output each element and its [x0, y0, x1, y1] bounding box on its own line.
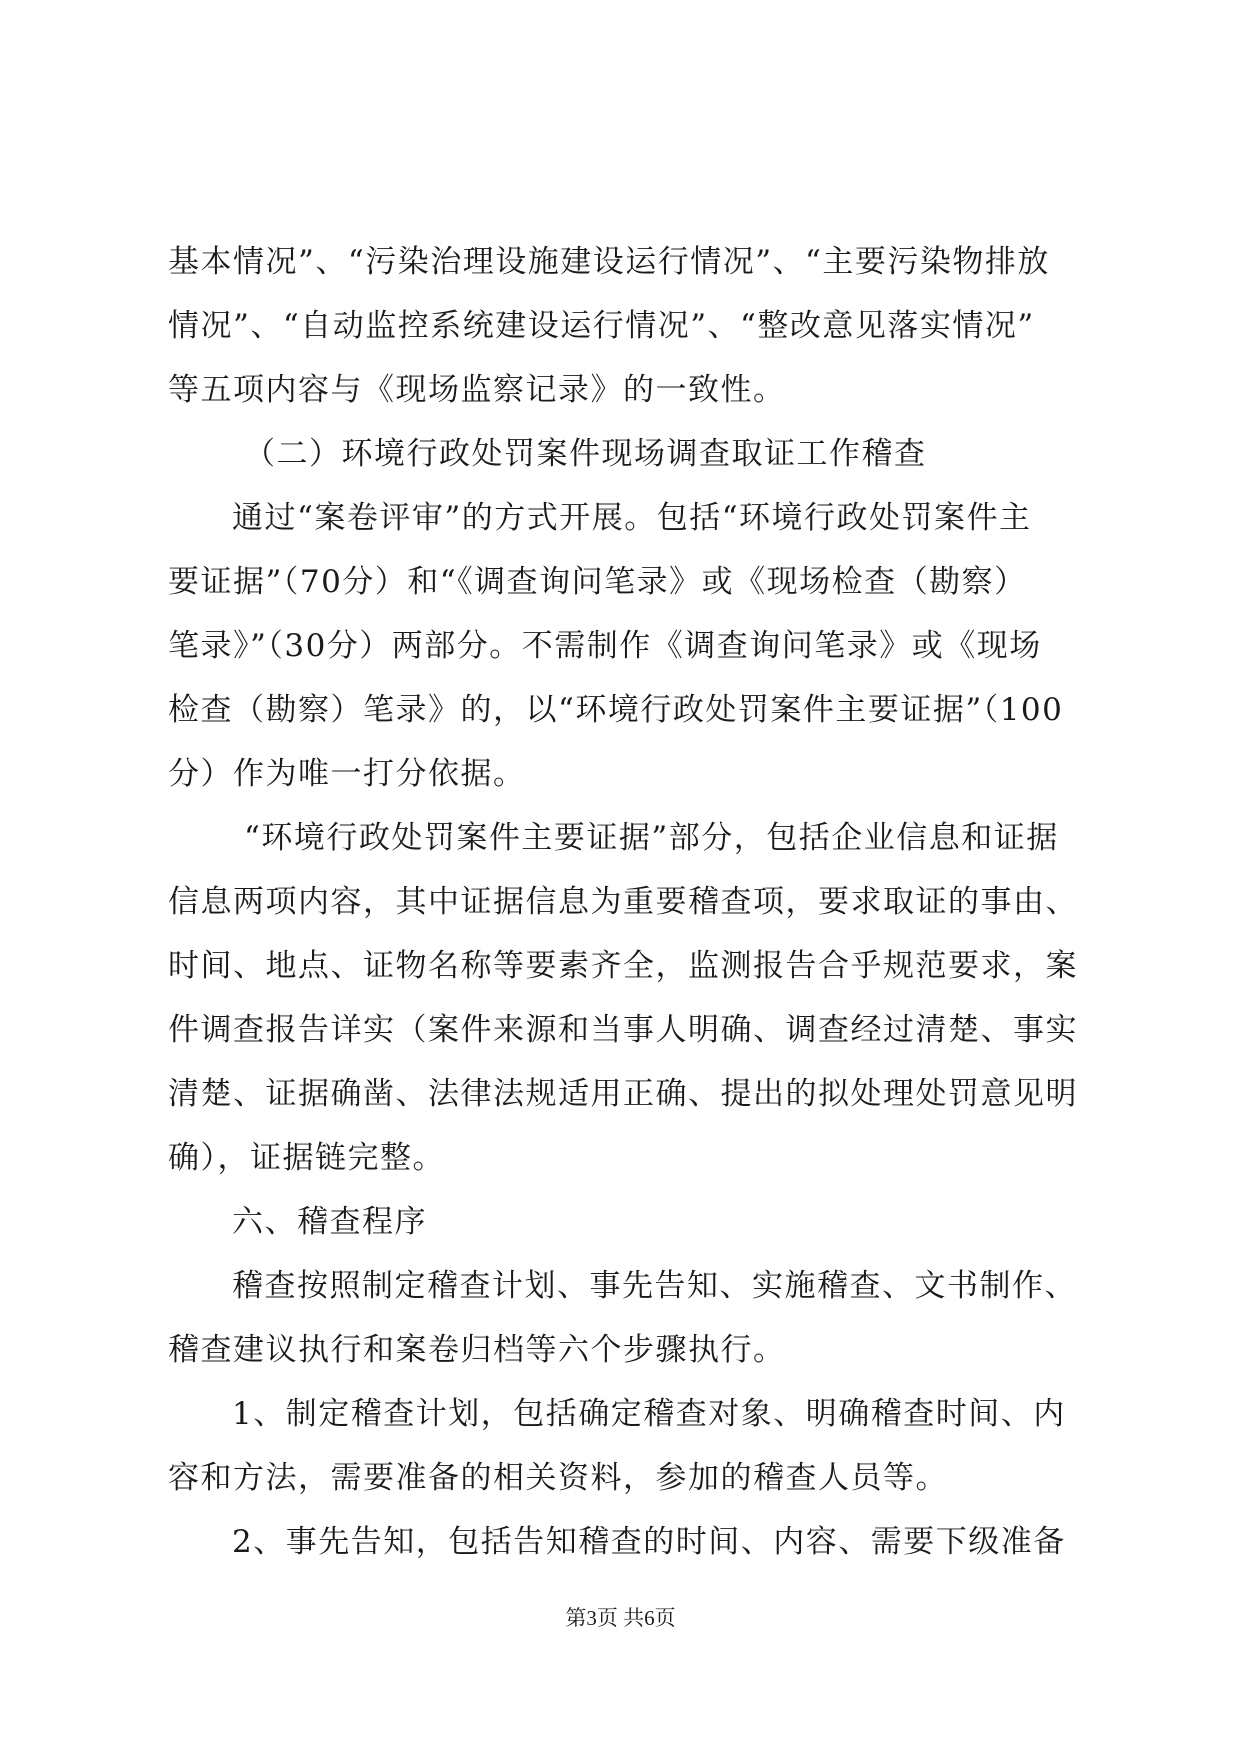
text-line: 确），证据链完整。 [168, 1140, 445, 1176]
text-line: 信息两项内容，其中证据信息为重要稽查项，要求取证的事由、 [168, 884, 1078, 920]
text-line: 2、事先告知，包括告知稽查的时间、内容、需要下级准备 [232, 1524, 1066, 1560]
text-line: 稽查建议执行和案卷归档等六个步骤执行。 [168, 1332, 786, 1368]
text-line: 件调查报告详实（案件来源和当事人明确、调查经过清楚、事实 [168, 1012, 1078, 1048]
page-number-footer: 第3页 共6页 [565, 1606, 676, 1630]
text-line: 基本情况”、“污染治理设施建设运行情况”、“主要污染物排放 [168, 244, 1050, 280]
text-line: “环境行政处罚案件主要证据”部分，包括企业信息和证据 [244, 820, 1059, 856]
text-line: 情况”、“自动监控系统建设运行情况”、“整改意见落实情况” [168, 308, 1035, 344]
text-line: 1、制定稽查计划，包括确定稽查对象、明确稽查时间、内 [232, 1396, 1066, 1432]
text-line: 时间、地点、证物名称等要素齐全，监测报告合乎规范要求，案 [168, 948, 1078, 984]
text-line: 等五项内容与《现场监察记录》的一致性。 [168, 372, 786, 408]
text-line: 清楚、证据确凿、法律法规适用正确、提出的拟处理处罚意见明 [168, 1076, 1078, 1112]
text-line: 稽查按照制定稽查计划、事先告知、实施稽查、文书制作、 [232, 1268, 1077, 1304]
text-line: 分）作为唯一打分依据。 [168, 756, 526, 792]
text-line: 检查（勘察）笔录》的，以“环境行政处罚案件主要证据”（100 [168, 692, 1064, 728]
document-body [168, 230, 1080, 1574]
text-line: 容和方法，需要准备的相关资料，参加的稽查人员等。 [168, 1460, 948, 1496]
text-line: 要证据”（70分）和“《调查询问笔录》或《现场检查（勘察） [168, 564, 1027, 600]
section-heading: 六、稽查程序 [232, 1204, 427, 1240]
text-line: 通过“案卷评审”的方式开展。包括“环境行政处罚案件主 [232, 500, 1032, 536]
section-heading: （二）环境行政处罚案件现场调查取证工作稽查 [244, 436, 927, 472]
text-line: 笔录》”（30分）两部分。不需制作《调查询问笔录》或《现场 [168, 628, 1042, 664]
